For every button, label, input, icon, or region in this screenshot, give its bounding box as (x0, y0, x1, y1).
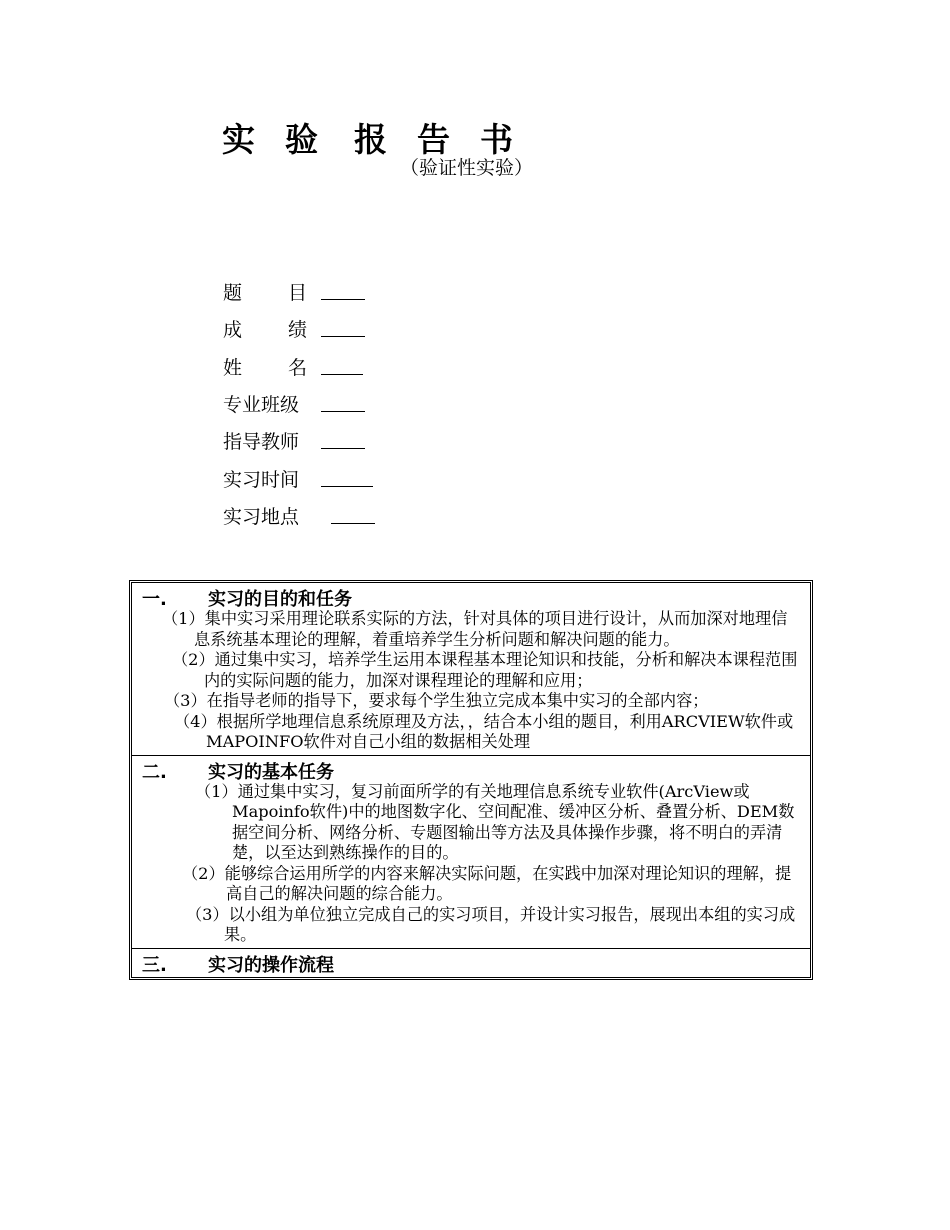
blank-line[interactable] (321, 395, 365, 412)
field-advisor (223, 422, 375, 459)
field-label: 成 绩 (223, 319, 307, 342)
title-char: 书 (480, 120, 513, 159)
title-char: 验 (285, 120, 318, 159)
section-heading (132, 583, 810, 609)
title-char: 报 (354, 120, 387, 159)
blank-line[interactable] (321, 470, 373, 487)
field-time (223, 459, 375, 496)
title-char: 实 (222, 120, 255, 159)
section-number: 二. (142, 761, 167, 783)
blank-line[interactable] (321, 432, 365, 449)
report-subtitle: （验证性实验） (400, 157, 534, 179)
list-item: （1）通过集中实习，复习前面所学的有关地理信息系统专业软件(ArcView或Mapoinfo软件)中的地图数字化、空间配准、缓冲区分析、叠置分析、DEM数据空间分析、网络分析、专题图输出等方法及具体操作步骤，将不明白的弄清楚，以至达到熟练操作的目的。 (195, 781, 795, 862)
field-label: 专业班级 (223, 394, 300, 417)
field-label: 实习地点 (223, 505, 300, 528)
section-number: 三. (142, 954, 167, 976)
field-label: 题 目 (223, 282, 307, 305)
field-topic (223, 273, 375, 310)
list-item: （3）以小组为单位独立完成自己的实习项目，并设计实习报告，展现出本组的实习成果。 (186, 904, 796, 944)
field-name (223, 348, 375, 385)
section-purpose (132, 583, 810, 756)
field-grade (223, 310, 375, 347)
blank-line[interactable] (321, 320, 365, 337)
section-heading (132, 756, 810, 782)
field-major-class (223, 385, 375, 422)
list-item: （1）集中实习采用理论联系实际的方法，针对具体的项目进行设计，从而加深对地理信息系统基本理论的理解，着重培养学生分析问题和解决问题的能力。 (162, 609, 788, 649)
section-heading (132, 949, 810, 977)
cover-fields (223, 273, 375, 534)
blank-line[interactable] (331, 507, 375, 524)
title-char: 告 (417, 120, 450, 159)
blank-line[interactable] (321, 358, 363, 375)
section-title: 实习的操作流程 (208, 954, 334, 976)
section-title: 实习的目的和任务 (208, 589, 352, 610)
list-item: （2）通过集中实习，培养学生运用本课程基本理论知识和技能，分析和解决本课程范围内的实际问题的能力，加深对课程理论的理解和应用； (172, 650, 798, 690)
list-item: （3）在指导老师的指导下，要求每个学生独立完成本集中实习的全部内容； (164, 691, 709, 710)
section-number: 一. (142, 589, 167, 610)
section-basic-tasks (132, 756, 810, 949)
list-item: （4）根据所学地理信息系统原理及方法，，结合本小组的题目，利用ARCVIEW软件或MAPOINFO软件对自己小组的数据相关处理 (174, 711, 794, 751)
list-item: （2）能够综合运用所学的内容来解决实际问题，在实践中加深对理论知识的理解，提高自己的解决问题的综合能力。 (182, 863, 792, 903)
content-table (129, 580, 813, 980)
field-label: 实习时间 (223, 468, 300, 491)
blank-line[interactable] (321, 283, 365, 300)
field-label: 指导教师 (223, 431, 300, 454)
field-location (223, 497, 375, 534)
section-procedure (132, 949, 810, 977)
field-label: 姓 名 (223, 356, 307, 379)
section-title: 实习的基本任务 (208, 761, 334, 783)
